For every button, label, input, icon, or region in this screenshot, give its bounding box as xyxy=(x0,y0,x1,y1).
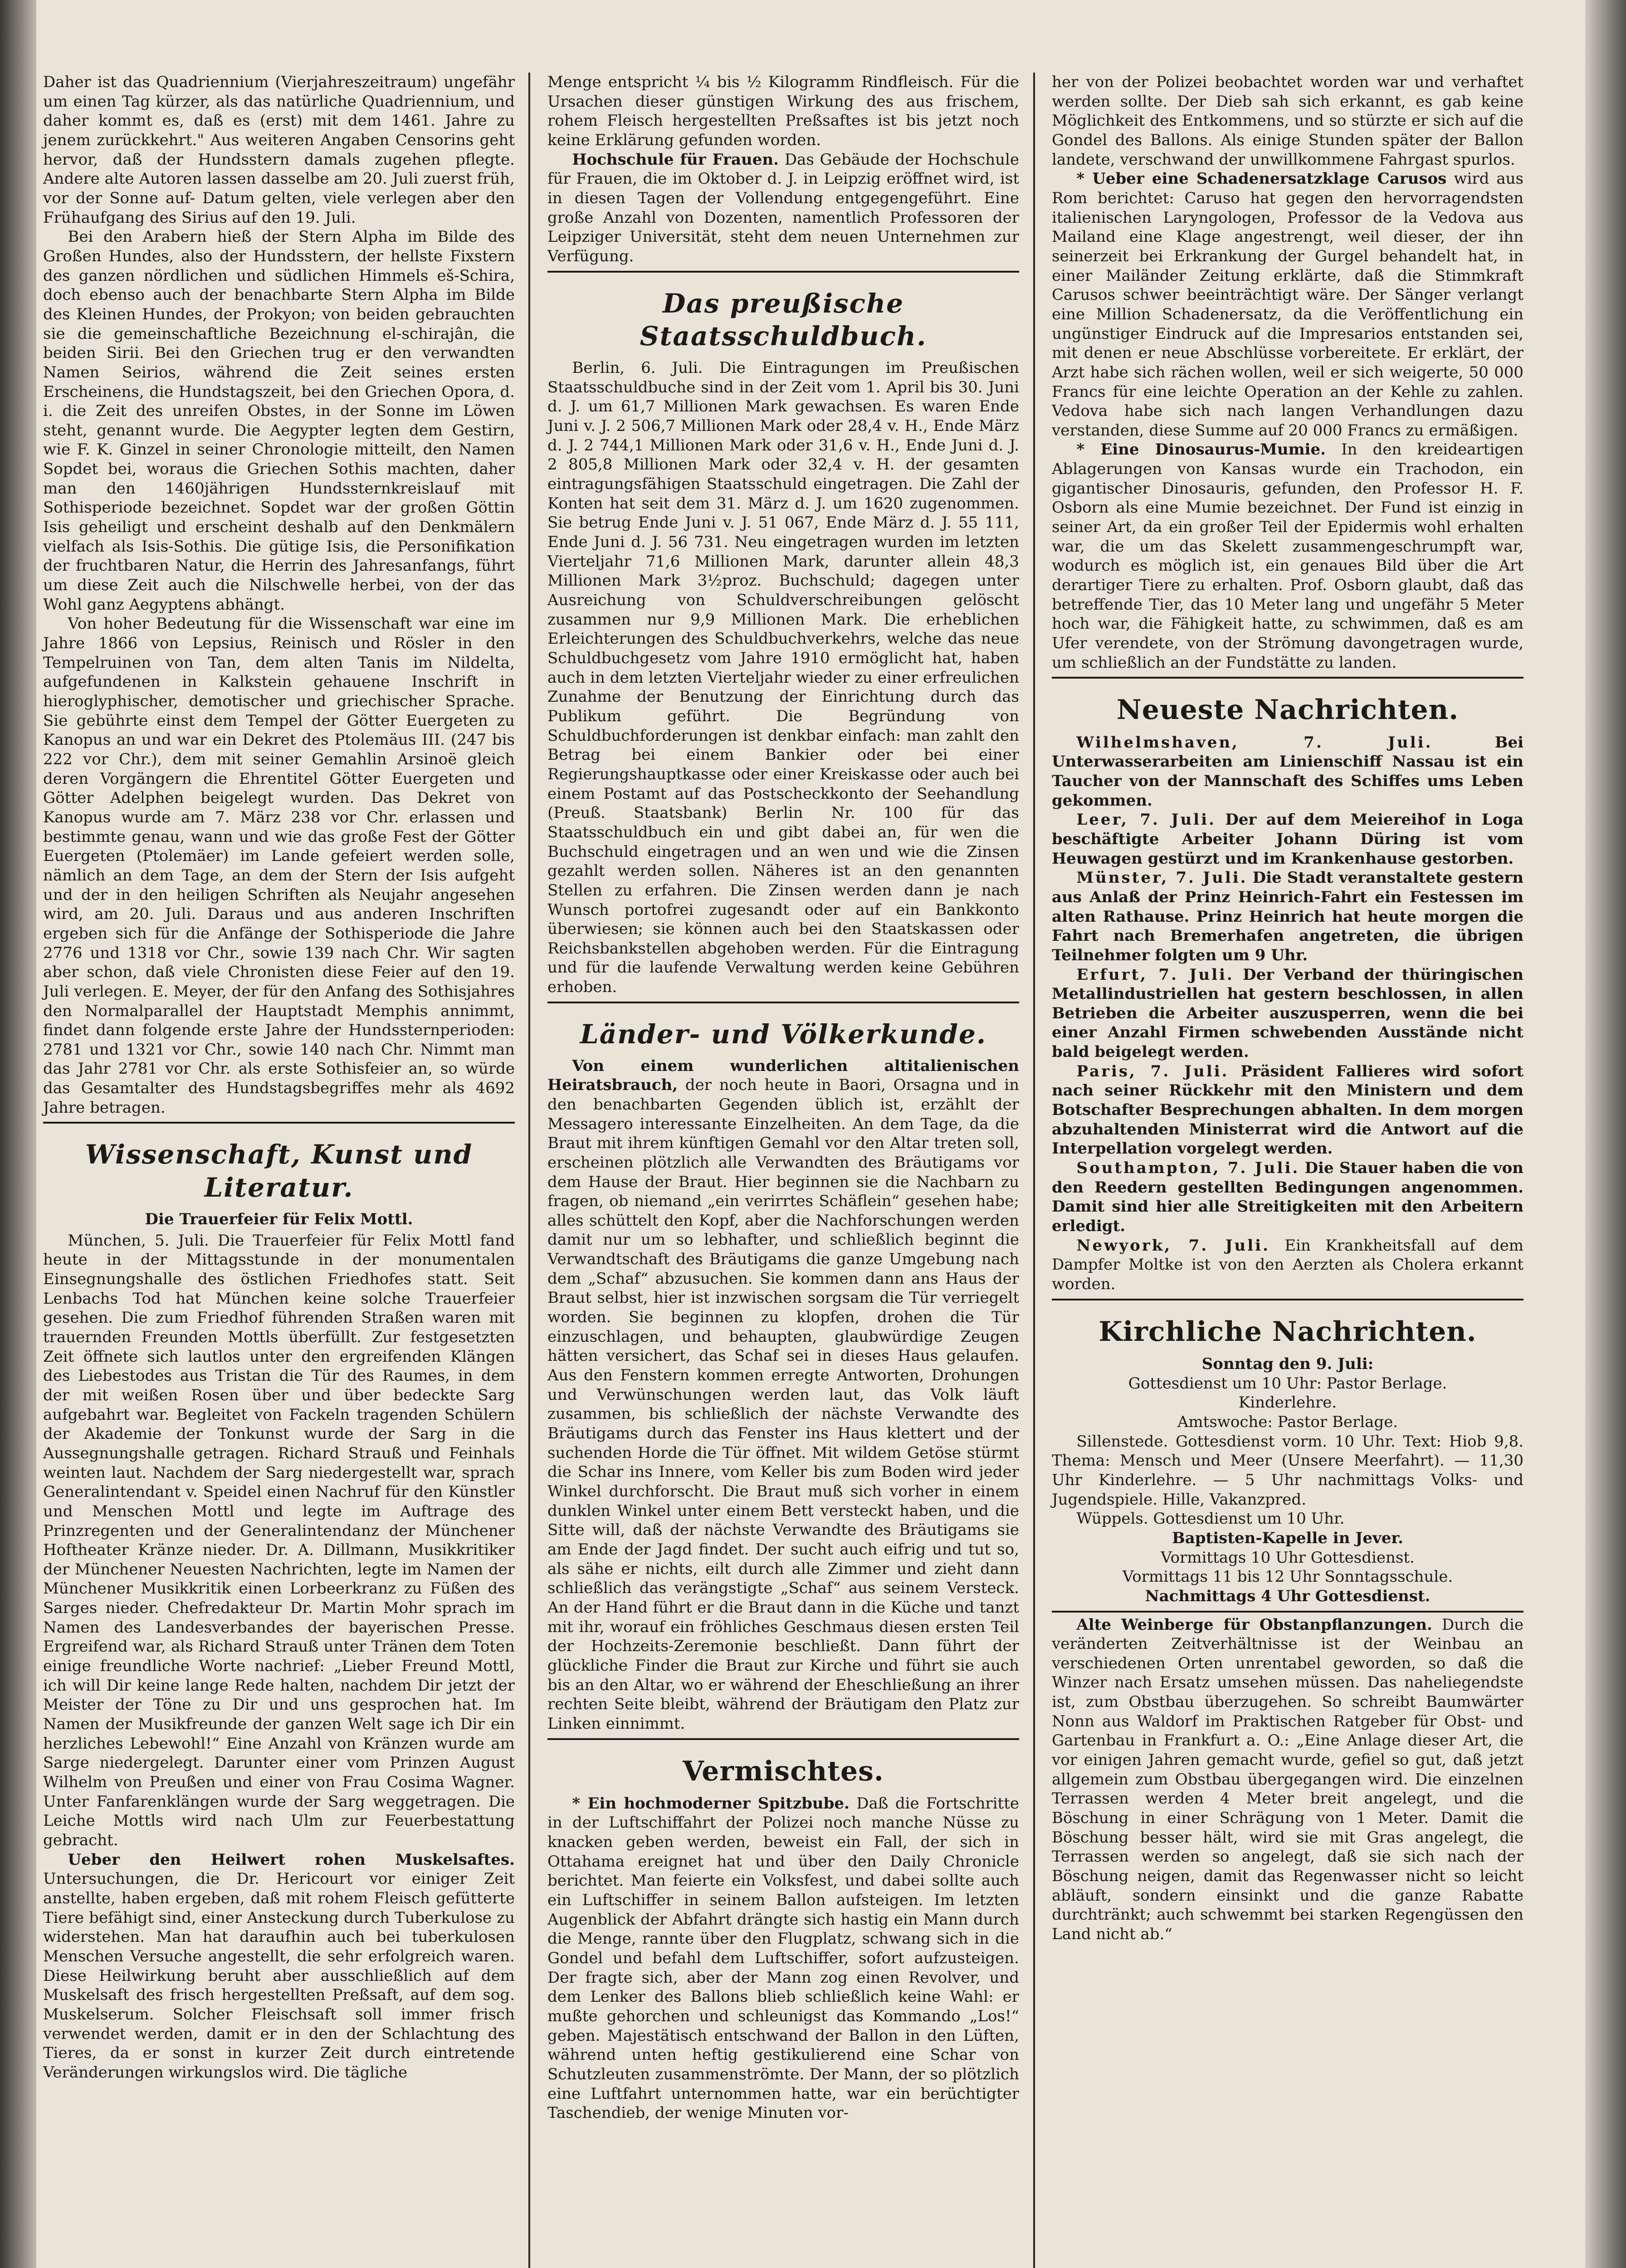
paragraph: Daß die Fortschritte in der Luftschiffahrt der Polizei noch manche Nüsse zu knacken geben werden, beweist ein Fall, der sich in Ottahama ereignet hat und über den Daily Chronicle berichtet. Man feierte ein Volksfest, und dabei sollte auch ein Luftschiffer in seinem Ballon aufsteigen. Im letzten Augenblick der Abfahrt drängte sich hastig ein Mann durch die Menge, rannte über den Flugplatz, schwang sich in die Gondel und befahl dem Luftschiffer, sofort aufzusteigen. Der fragte sich, aber der Mann zog einen Revolver, und dem Lenker des Ballons blieb schließlich keine Wahl: er mußte gehorchen und schleunigst das Kommando „Los!“ geben. Majestätisch entschwand der Ballon in den Lüften, während unten heftig gestikulierend eine Schar von Schutzleuten zusammenströmte. Der Mann, der so plötzlich eine Luftfahrt unternommen hatte, war ein berüchtigter Taschendieb, der wenige Minuten vor- xyxy=(547,1794,1019,2122)
church-line: Wüppels. Gottesdienst um 10 Uhr. xyxy=(1076,1510,1345,1528)
paragraph: München, 5. Juli. Die Trauerfeier für Felix Mottl fand heute in der Mittagsstunde in der monumentalen Einsegnungshalle des östlichen Friedhofes statt. Seit Lenbachs Tod hat München keine solche Trauerfeier gesehen. Die zum Friedhof führenden Straßen waren mit trauernden Freunden Mottls überfüllt. Zur festgesetzten Zeit öffnete sich lautlos unter den ergreifenden Klängen des Liebestodes aus Tristan die Tür des Raumes, in dem der mit weißen Rosen über und über bedeckte Sarg aufgebahrt war. Begleitet von Fackeln tragenden Schülern der Akademie der Tonkunst wurde der Sarg in die Aussegnungshalle getragen. Richard Strauß und Feinhals weinten laut. Nachdem der Sarg niedergestellt war, sprach Generalintendant v. Speidel einen Nachruf für den Künstler und Menschen Mottl und legte im Auftrage des Prinzregenten und der Generalintendanz der Münchener Hoftheater Kränze nieder. Dr. A. Dillmann, Musikkritiker der Münchener Neuesten Nachrichten, legte im Namen der Münchener Musikkritik einen Lorbeerkranz zu Füßen des Sarges nieder. Chefredakteur Dr. Martin Mohr sprach im Namen des Landesverbandes der bayerischen Presse. Ergreifend war, als Richard Strauß unter Tränen dem Toten einige freundliche Worte nachrief: „Lieber Freund Mottl, ich will Dir keine lange Rede halten, nachdem Dir jetzt der Meister der Töne zu Dir und uns gesprochen hat. Im Namen der Musikfreunde der ganzen Welt sage ich Dir ein herzliches Lebewohl!“ Eine Anzahl von Kränzen wurde am Sarge niedergelegt. Darunter einer vom Prinzen August Wilhelm von Preußen und einer von Frau Cosima Wagner. Unter Fanfarenklängen wurde der Sarg weggetragen. Die Leiche Mottls wird nach Ulm zur Feuerbestattung gebracht. xyxy=(43,1231,515,1849)
church-line: Sillenstede. Gottesdienst vorm. 10 Uhr. Text: Hiob 9,8. Thema: Mensch und Meer (Unsere Meerfahrt). — 11,30 Uhr Kinderlehre. — 5 Uhr nachmittags Volks- und Jugendspiele. Hille, Vakanzpred. xyxy=(1052,1432,1523,1509)
section-divider xyxy=(1052,1299,1523,1303)
section-divider xyxy=(43,1122,515,1126)
section-heading: Das preußische Staatsschuldbuch. xyxy=(640,288,927,352)
newspaper-page xyxy=(43,54,1576,2268)
church-line: Gottesdienst um 10 Uhr: Pastor Berlage. xyxy=(1128,1374,1447,1393)
section-heading: Kirchliche Nachrichten. xyxy=(1099,1315,1477,1348)
paragraph: wird aus Rom berichtet: Caruso hat gegen den hervorragendsten italienischen Laryngologen, Professor de la Vedova aus Mailand eine Klage angestrengt, weil dieser, der ihn seinerzeit bei Erkrankung der Gurgel behandelt hat, in einer Mailänder Zeitung erklärte, daß die Stimmkraft Carusos schwer beeinträchtigt wäre. Der Sänger verlangt eine Million Schadenersatz, da die Veröffentlichung ein ungünstiger Eindruck auf die Impresarios entstanden sei, mit denen er neue Abschlüsse vorbereitete. Er erklärt, der Arzt habe sich rächen wollen, weil er sich weigerte, 50 000 Francs für eine leichte Operation an der Kehle zu zahlen. Vedova habe sich nach langen Verhandlungen dazu verstanden, diese Summe auf 20 000 Francs zu ermäßigen. xyxy=(1052,170,1523,440)
section-heading: Neueste Nachrichten. xyxy=(1116,694,1459,726)
church-title: Baptisten-Kapelle in Jever. xyxy=(1172,1529,1403,1547)
binding-shadow-left xyxy=(0,0,36,2268)
column-3 xyxy=(1052,73,1523,2268)
news-text: Bei Unterwasserarbeiten am Linienschiff Nassau ist ein Taucher von der Mannschaft des Schiffes ums Leben gekommen. xyxy=(1052,733,1523,810)
section-heading: Wissenschaft, Kunst und Literatur. xyxy=(85,1139,473,1203)
church-date: Sonntag den 9. Juli: xyxy=(1201,1354,1374,1373)
church-line: Amtswoche: Pastor Berlage. xyxy=(1177,1413,1398,1431)
paragraph: Das Gebäude der Hochschule für Frauen, die im Oktober d. J. in Leipzig eröffnet wird, ist in diesen Tagen der Vollendung entgegengeführt. Eine große Anzahl von Dozenten, namentlich Professoren der Leipziger Universität, steht dem neuen Unternehmen zur Verfügung. xyxy=(547,150,1020,265)
news-dateline: Newyork, 7. Juli. xyxy=(1076,1236,1270,1255)
column-rule xyxy=(1033,73,1035,2268)
column-2 xyxy=(547,73,1019,2268)
news-text: Ein Krankheitsfall auf dem Dampfer Moltke ist von den Aerzten als Cholera erkannt worden. xyxy=(1052,1236,1523,1294)
column-rule xyxy=(528,73,530,2268)
news-text: Die Stadt veranstaltete gestern aus Anlaß der Prinz Heinrich-Fahrt ein Festessen im alten Rathause. Prinz Heinrich hat heute morgen die Fahrt nach Bremerhafen angetreten, die übrigen Teilnehmer folgten um 9 Uhr. xyxy=(1052,869,1523,964)
news-text: Der Verband der thüringischen Metallindustriellen hat gestern beschlossen, in allen Betrieben die Arbeiter auszusperren, wenn die bei einer Anzahl Firmen schwebenden Ausstände nicht bald beigelegt werden. xyxy=(1052,965,1523,1061)
news-text: Die Stauer haben die von den Reedern gestellten Bedingungen angenommen. Damit sind hier alle Streitigkeiten mit den Arbeitern erledigt. xyxy=(1052,1159,1523,1236)
news-text: Präsident Fallieres wird sofort nach seiner Rückkehr mit den Ministern und dem Botschafter Besprechungen abhalten. In dem morgen abzuhaltenden Ministerrat wird die Antwort auf die Interpellation vorgelegt werden. xyxy=(1052,1062,1524,1158)
church-line: Nachmittags 4 Uhr Gottesdienst. xyxy=(1145,1587,1431,1605)
church-line: Kinderlehre. xyxy=(1238,1393,1337,1412)
binding-shadow-right xyxy=(1585,0,1626,2268)
news-text: Der auf dem Meiereihof in Loga beschäftigte Arbeiter Johann Düring ist vom Heuwagen gestürzt und im Krankenhause gestorben. xyxy=(1052,811,1524,868)
article-title: * Eine Dinosaurus-Mumie. xyxy=(1076,440,1326,459)
paragraph: Menge entspricht ¼ bis ½ Kilogramm Rindfleisch. Für die Ursachen dieser günstigen Wirkung des aus frischem, rohem Fleisch hergestellten Preßsaftes ist bis jetzt noch keine Erklärung gefunden worden. xyxy=(547,73,1019,149)
section-heading: Vermischtes. xyxy=(683,1755,884,1787)
paragraph: Daher ist das Quadriennium (Vierjahreszeitraum) ungefähr um einen Tag kürzer, als das natürliche Quadriennium, und daher kommt es, daß es (erst) mit dem 1461. Jahre zu jenem zurückkehrt." Aus weiteren Angaben Censorins geht hervor, daß der Hundsstern damals zugehen pflegte. Andere alte Autoren lassen dasselbe am 20. Juli zuerst früh, vor der Sonne auf- Datum gelten, viele verlegen aber den Frühaufgang des Sirius auf den 19. Juli. xyxy=(43,73,515,227)
news-dateline: Wilhelmshaven, 7. Juli. xyxy=(1076,733,1433,752)
news-dateline: Leer, 7. Juli. xyxy=(1076,811,1216,829)
article-subheading: Die Trauerfeier für Felix Mottl. xyxy=(145,1210,413,1228)
news-dateline: Paris, 7. Juli. xyxy=(1076,1062,1229,1080)
paragraph: Von hoher Bedeutung für die Wissenschaft war eine im Jahre 1866 von Lepsius, Reinisch und Rösler in den Tempelruinen von Tan, dem alten Tanis im Nildelta, aufgefundenen in Kalkstein gehauene Inschrift in hieroglyphischer, demotischer und griechischer Sprache. Sie gebührte einst dem Tempel der Götter Euergeten zu Kanopus an und war ein Dekret des Ptolemäus III. (247 bis 222 vor Chr.), dem mit seiner Gemahlin Arsinoë gleich deren Vorgängern die Ehrentitel Götter Euergeten und Götter Adelphen beigelegt wurden. Das Dekret von Kanopus wurde am 7. März 238 vor Chr. erlassen und bestimmte genau, wann und wie das große Fest der Götter Euergeten (Ptolemäer) im Lande gefeiert werden solle, nämlich an dem Tage, an dem der Stern der Isis aufgeht und der in den heiligen Schriften als Neujahr angesehen wird, am 20. Juli. Daraus und aus anderen Inschriften ergeben sich für die Anfänge der Sothisperiode die Jahre 2776 und 1318 vor Chr., sowie 139 nach Chr. Wir sagten aber schon, daß viele Chronisten diese Feier auf den 19. Juli verlegen. E. Meyer, der für den Anfang des Sothisjahres den Normalparallel der Hauptstadt Memphis annimmt, findet dann folgende erste Jahre der Hundssternperioden: 2781 und 1321 vor Chr., sowie 140 nach Chr. Nimmt man das Jahr 2781 vor Chr. als erste Sothisfeier an, so würde das Gesamtalter des Hundstagsbegriffes mehr als 4692 Jahre betragen. xyxy=(43,615,515,1117)
paragraph: her von der Polizei beobachtet worden war und verhaftet werden sollte. Der Dieb sah sich erkannt, es gab keine Möglichkeit des Entkommens, und so stürzte er sich auf die Gondel des Ballons. Als einige Stunden später der Ballon landete, verschwand der unwillkommene Fahrgast spurlos. xyxy=(1052,73,1523,169)
church-line: Vormittags 11 bis 12 Uhr Sonntagsschule. xyxy=(1122,1568,1453,1586)
section-divider xyxy=(547,271,1019,275)
section-divider xyxy=(1052,677,1523,681)
section-divider xyxy=(547,1002,1019,1006)
article-title: * Ein hochmoderner Spitzbube. xyxy=(572,1794,850,1813)
article-title: Ueber den Heilwert rohen Muskelsaftes. xyxy=(68,1850,515,1869)
paragraph: Berlin, 6. Juli. Die Eintragungen im Preußischen Staatsschuldbuche sind in der Zeit vom 1. April bis 30. Juni d. J. um 61,7 Millionen Mark gewachsen. Es waren Ende Juni v. J. 2 506,7 Millionen Mark oder 28,4 v. H., Ende März d. J. 2 744,1 Millionen Mark oder 31,6 v. H., Ende Juni d. J. 2 805,8 Millionen Mark oder 32,4 v. H. der gesamten eintragungsfähigen Staatsschuld eingetragen. Die Zahl der Konten hat seit dem 31. März d. J. um 1620 zugenommen. Sie betrug Ende Juni v. J. 51 067, Ende März d. J. 55 111, Ende Juni d. J. 56 731. Neu eingetragen wurden im letzten Vierteljahr 71,6 Millionen Mark, darunter allein 48,3 Millionen Mark 3½proz. Buchschuld; dagegen unter Ausreichung von Schuldverschreibungen gelöscht zusammen nur 9,9 Millionen Mark. Die erheblichen Erleichterungen des Schuldbuchverkehrs, welche das neue Schuldbuchgesetz vom Jahre 1910 ermöglicht hat, haben auch in dem letzten Vierteljahr wieder zu einer erfreulichen Zunahme der Benutzung der Einrichtung durch das Publikum geführt. Die Begründung von Schuldbuchforderungen ist denkbar einfach: man zahlt den Betrag bei einem Bankier oder bei einer Regierungshauptkasse oder einer Kreiskasse oder auch bei einem Postamt auf das Postscheckkonto der Seehandlung (Preuß. Staatsbank) Berlin Nr. 100 für das Staatsschuldbuch ein und gibt dabei an, für wen die Buchschuld eingetragen und an wen und wie die Zinsen gezahlt werden sollen. Näheres ist an den genannten Stellen zu erfahren. Die Zinsen werden dann je nach Wunsch portofrei zugesandt oder auf ein Bankkonto überwiesen; sie können auch bei den Staatskassen oder Reichsbankstellen abgehoben werden. Für die Eintragung und für die laufende Verwaltung werden keine Gebühren erhoben. xyxy=(547,359,1019,997)
paragraph: der noch heute in Baori, Orsagna und in den benachbarten Gegenden üblich ist, erzählt der Messagero interessante Einzelheiten. An dem Tage, da die Braut mit ihrem künftigen Gemahl vor den Altar treten soll, erscheinen plötzlich alle Verwandten des Bräutigams vor dem Hause der Braut. Hier beginnen sie die Nachbarn zu fragen, ob niemand „ein verirrtes Schäflein“ gesehen habe; alles schüttelt den Kopf, aber die Nachforschungen werden damit nur um so lebhafter, und schließlich beginnt die Verwandtschaft des Bräutigams die ganze Umgebung nach dem „Schaf“ abzusuchen. Sie kommen dann ans Haus der Braut selbst, hier ist inzwischen sorgsam die Tür verriegelt worden. Sie beginnen zu klopfen, drohen die Tür einzuschlagen, und behaupten, glaubwürdige Zeugen hätten versichert, das Schaf sei in dieses Haus gelaufen. Aus den Fenstern kommen erregte Antworten, Drohungen und Verwünschungen werden laut, das Volk läuft zusammen, bis schließlich der nächste Verwandte des Bräutigams durch das Fenster ins Haus klettert und der suchenden Horde die Tür öffnet. Mit wildem Getöse stürmt die Schar ins Innere, vom Keller bis zum Boden wird jeder Winkel durchforscht. Die Braut muß sich vorher in einem dunklen Winkel unter einem Bett versteckt haben, und die Sitte will, daß der nächste Verwandte des Bräutigams sie am Ende der Jagd findet. Der sucht auch eifrig und tut so, als sähe er nichts, eilt durch alle Zimmer und zieht dann schließlich das verängstigte „Schaf“ aus seinem Versteck. An der Hand führt er die Braut dann in die Küche und tanzt mit ihr, worauf ein fröhliches Geschmaus diesen ersten Teil der Hochzeits-Zeremonie beschließt. Dann führt der glückliche Finder die Braut zur Kirche und führt sie auch bis an den Altar, wo er während der Eheschließung an ihrer rechten Seite bleibt, während der Bräutigam den Platz zur Linken einnimmt. xyxy=(547,1076,1020,1733)
church-line: Vormittags 10 Uhr Gottesdienst. xyxy=(1161,1548,1415,1567)
paragraph: In den kreideartigen Ablagerungen von Kansas wurde ein Trachodon, ein gigantischer Dinosauris, gefunden, den Professor H. F. Osborn als eine Mumie bezeichnet. Der Fund ist einzig in seiner Art, da ein großer Teil der Epidermis wohl erhalten war, die um das Skelett zusammengeschrumpft war, wodurch es möglich ist, ein genaues Bild über die Art derartiger Tiere zu erhalten. Prof. Osborn glaubt, daß das betreffende Tier, das 10 Meter lang und ungefähr 5 Meter hoch war, die Fähigkeit hatte, zu schwimmen, daß es am Ufer verendete, von der Strömung davongetragen wurde, um schließlich an der Fundstätte zu landen. xyxy=(1052,440,1523,672)
news-dateline: Erfurt, 7. Juli. xyxy=(1076,965,1234,984)
section-divider xyxy=(1052,1611,1523,1615)
paragraph: Bei den Arabern hieß der Stern Alpha im Bilde des Großen Hundes, also der Hundsstern, der hellste Fixstern des ganzen nördlichen und südlichen Himmels eš-Schira, doch ebenso auch der benachbarte Stern Alpha im Bilde des Kleinen Hundes, der Prokyon; von beiden gebrauchten sie die gemeinschaftliche Bezeichnung el-schirajân, die beiden Sirii. Bei den Griechen trug er den verwandten Namen Seirios, während die Zeit seines ersten Erscheinens, die Hundstagszeit, bei den Griechen Opora, d. i. die Zeit des unreifen Obstes, in der Sonne im Löwen steht, genannt wurde. Die Aegypter legten dem Gestirn, wie F. K. Ginzel in seiner Chronologie mitteilt, den Namen Sopdet bei, woraus die Griechen Sothis machten, daher man den 1460jährigen Hundssternkreislauf mit Sothisperiode bezeichnet. Sopdet war der großen Göttin Isis geheiligt und erscheint deshalb auf den Denkmälern vielfach als Isis-Sothis. Die gütige Isis, die Personifikation der fruchtbaren Natur, die Herrin des Jahresanfangs, führt um diese Zeit auch die Nilschwelle herbei, von der das Wohl ganz Aegyptens abhängt. xyxy=(43,228,515,614)
news-dateline: Münster, 7. Juli. xyxy=(1076,869,1248,887)
paragraph: Untersuchungen, die Dr. Hericourt vor einiger Zeit anstellte, haben ergeben, daß mit rohem Fleisch gefütterte Tiere befähigt sind, einer Ansteckung durch Tuberkulose zu widerstehen. Man hat daraufhin auch bei tuberkulosen Menschen Versuche angestellt, die sehr erfolgreich waren. Diese Heilwirkung beruht aber ausschließlich auf dem Muskelsaft des frisch hergestellten Preßsaft, auf dem sog. Muskelserum. Solcher Fleischsaft soll immer frisch verwendet werden, damit er in den der Schlachtung des Tieres, da er sonst in kurzer Zeit durch eintretende Veränderungen wirkungslos wird. Die tägliche xyxy=(43,1870,515,2082)
section-heading: Länder- und Völkerkunde. xyxy=(580,1018,987,1050)
section-divider xyxy=(547,1738,1019,1743)
article-title: Von einem wunderlichen altitalienischen Heiratsbrauch, xyxy=(547,1056,1019,1095)
article-title: Alte Weinberge für Obstanpflanzungen. xyxy=(1076,1615,1432,1634)
article-title: Hochschule für Frauen. xyxy=(572,150,779,169)
column-1 xyxy=(43,73,515,2268)
paragraph: Durch die veränderten Zeitverhältnisse ist der Weinbau an verschiedenen Orten unrentabel geworden, so daß die Winzer nach Ersatz umsehen müssen. Das naheliegendste ist, zum Obstbau überzugehen. So schreibt Baumwärter Nonn aus Waldorf im Praktischen Ratgeber für Obst- und Gartenbau in Frankfurt a. O.: „Eine Anlage dieser Art, die vor einigen Jahren gemacht wurde, gefiel so gut, daß jetzt allgemein zum Obstbau übergegangen wird. Die einzelnen Terrassen werden 4 Meter breit angelegt, und die Böschung in einer Schrägung von 1 Meter. Damit die Böschung besser hält, wird sie mit Gras angelegt, die Terrassen werden so angelegt, daß sie sich nach der Böschung neigen, damit das Regenwasser nicht so leicht abläuft, sondern einsinkt und die ganze Rabatte durchtränkt; auch schwemmt bei starken Regengüssen den Land nicht ab.“ xyxy=(1052,1615,1524,1943)
article-title: * Ueber eine Schadenersatzklage Carusos xyxy=(1076,170,1447,188)
news-dateline: Southampton, 7. Juli. xyxy=(1076,1159,1300,1178)
